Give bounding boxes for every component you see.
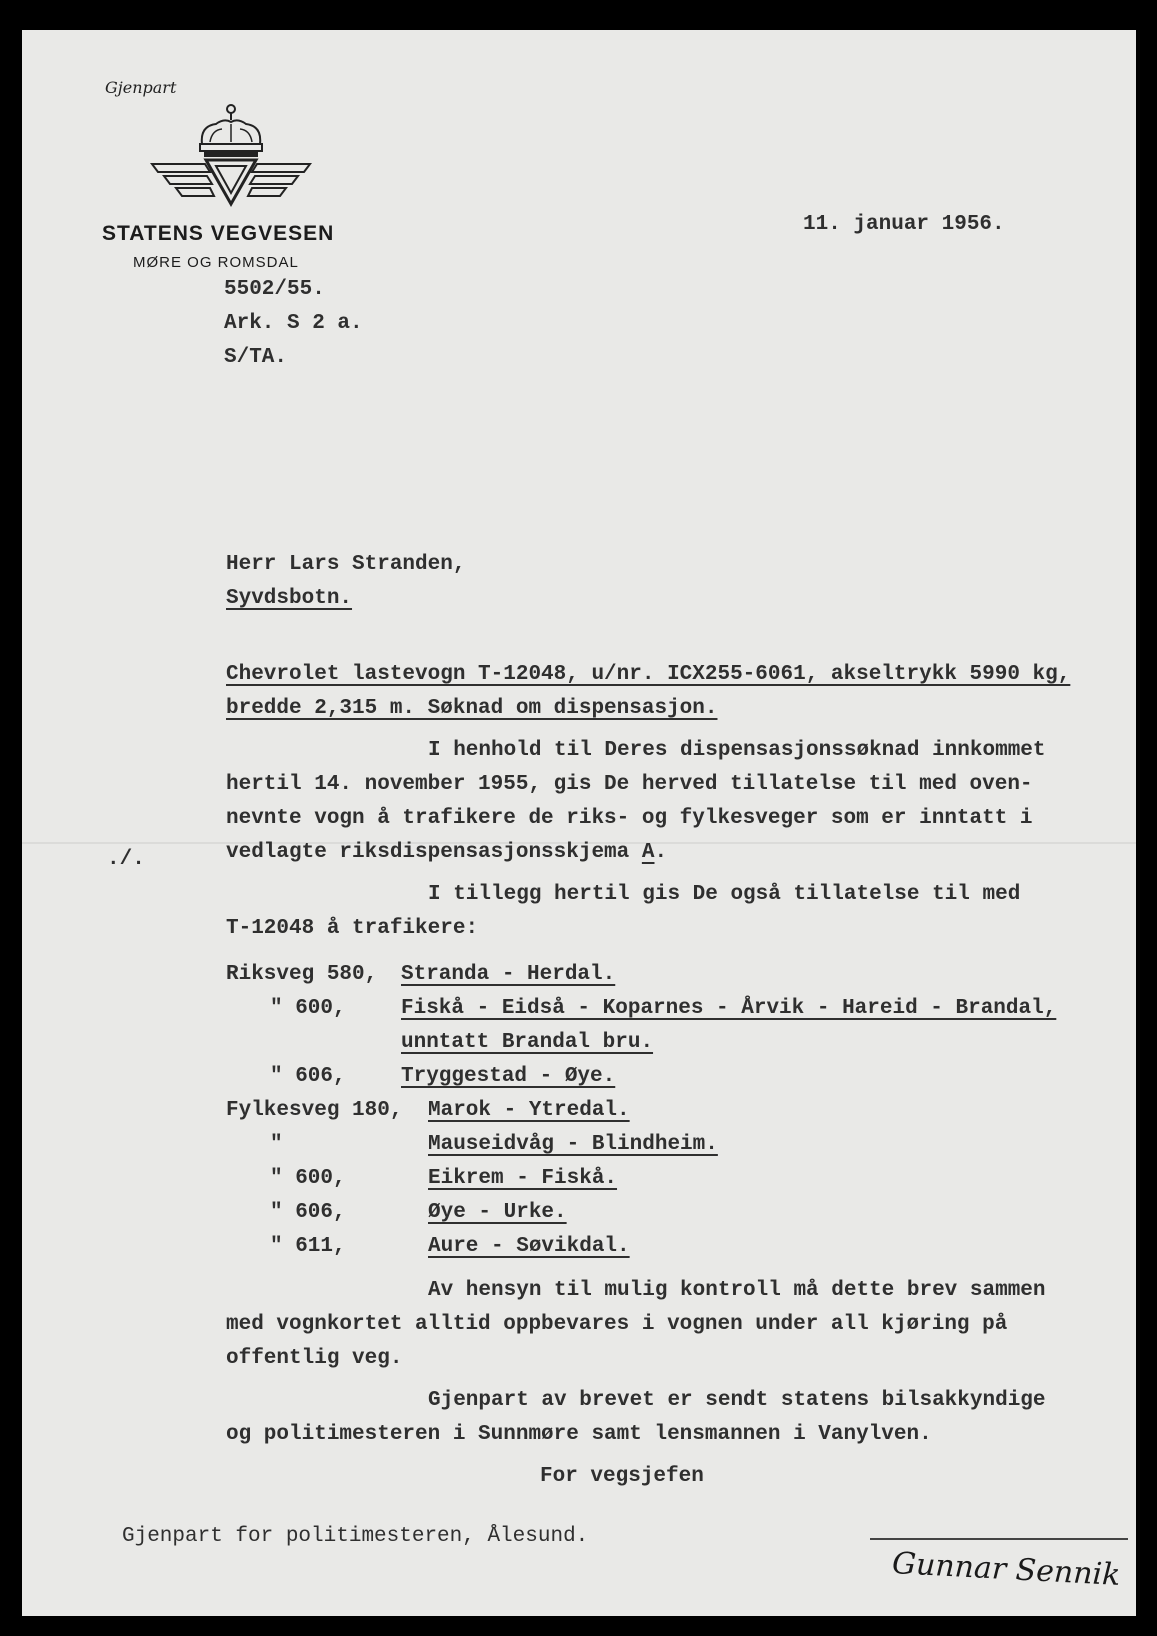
letter-date: 11. januar 1956. xyxy=(803,213,1005,236)
body-p1-line-1: I henhold til Deres dispensasjonssøknad innkommet xyxy=(428,739,1046,762)
route-name: Aure - Søvikdal. xyxy=(428,1235,630,1258)
copy-note: Gjenpart for politimesteren, Ålesund. xyxy=(122,1525,589,1548)
signature: Gunnar Sennik xyxy=(891,1546,1122,1593)
body-p4-line-2: og politimesteren i Sunnmøre samt lensmannen i Vanylven. xyxy=(226,1423,932,1446)
recipient-name: Herr Lars Stranden, xyxy=(226,553,466,576)
route-name: Fiskå - Eidså - Koparnes - Årvik - Hareid - Brandal, xyxy=(401,997,1057,1020)
signature-line xyxy=(870,1538,1128,1540)
route-name: Eikrem - Fiskå. xyxy=(428,1167,618,1190)
initials: S/TA. xyxy=(224,346,288,369)
body-p1-line-4: vedlagte riksdispensasjonsskjema A. xyxy=(226,841,668,864)
enclosure-mark: ./. xyxy=(107,848,145,871)
route-name: Mauseidvåg - Blindheim. xyxy=(428,1133,718,1156)
body-p3-line-1: Av hensyn til mulig kontroll må dette brev sammen xyxy=(428,1279,1046,1302)
body-p1-line-3: nevnte vogn å trafikere de riks- og fylkesveger som er inntatt i xyxy=(226,807,1033,830)
body-p3-line-3: offentlig veg. xyxy=(226,1347,403,1370)
archive-code: Ark. S 2 a. xyxy=(224,312,363,335)
route-label: " 600, xyxy=(270,997,346,1020)
route-label: Riksveg 580, xyxy=(226,963,378,986)
route-name: Marok - Ytredal. xyxy=(428,1099,630,1122)
signoff: For vegsjefen xyxy=(540,1465,704,1488)
route-name: unntatt Brandal bru. xyxy=(401,1031,654,1054)
body-p3-line-2: med vognkortet alltid oppbevares i vognen under all kjøring på xyxy=(226,1313,1008,1336)
body-p1-line-2: hertil 14. november 1955, gis De herved tillatelse til med oven- xyxy=(226,773,1033,796)
route-label: Fylkesveg 180, xyxy=(226,1099,403,1122)
crown-wheel-logo-icon xyxy=(150,102,312,210)
route-label: " 606, xyxy=(270,1065,346,1088)
subject-line-2: bredde 2,315 m. Søknad om dispensasjon. xyxy=(226,697,718,720)
route-name: Tryggestad - Øye. xyxy=(401,1065,616,1088)
route-label: " 611, xyxy=(270,1235,346,1258)
route-name: Stranda - Herdal. xyxy=(401,963,616,986)
route-label: " 600, xyxy=(270,1167,346,1190)
route-label: " 606, xyxy=(270,1201,346,1224)
reference-number: 5502/55. xyxy=(224,278,325,301)
organization-name: STATENS VEGVESEN xyxy=(102,222,335,245)
subject-line-1: Chevrolet lastevogn T-12048, u/nr. ICX255-6061, akseltrykk 5990 kg, xyxy=(226,663,1071,686)
organization-region: MØRE OG ROMSDAL xyxy=(133,254,299,271)
body-p2-line-1: I tillegg hertil gis De også tillatelse til med xyxy=(428,883,1021,906)
body-p2-line-2: T-12048 å trafikere: xyxy=(226,917,479,940)
recipient-place: Syvdsbotn. xyxy=(226,587,353,610)
body-p4-line-1: Gjenpart av brevet er sendt statens bilsakkyndige xyxy=(428,1389,1046,1412)
copy-mark: Gjenpart xyxy=(105,78,177,97)
route-name: Øye - Urke. xyxy=(428,1201,567,1224)
route-label: " xyxy=(270,1133,283,1156)
